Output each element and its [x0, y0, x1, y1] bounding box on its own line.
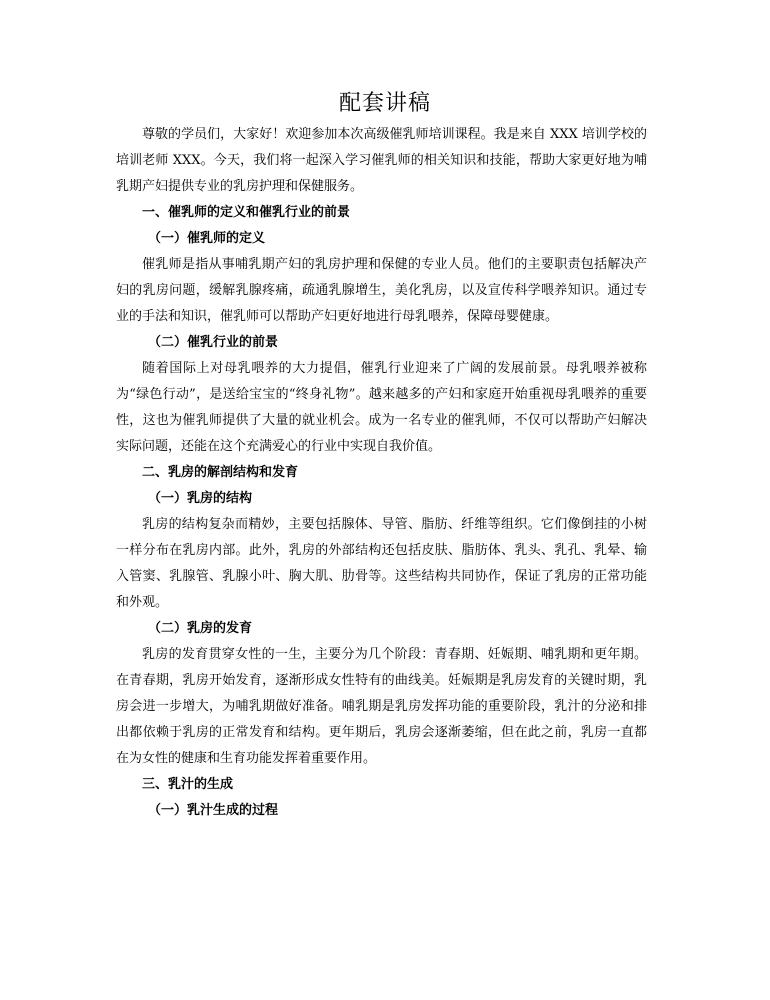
section-heading-anatomy: 二、乳房的解剖结构和发育 — [142, 465, 299, 480]
document-body — [116, 122, 647, 824]
subsection-heading-milk-process: （一）乳汁生成的过程 — [148, 803, 279, 818]
paragraph-structure: 乳房的结构复杂而精妙，主要包括腺体、导管、脂肪、纤维等组织。它们像倒挂的小树一样分布在乳房内部。此外，乳房的外部结构还包括皮肤、脂肪体、乳头、乳孔、乳晕、输入管窦、乳腺管、乳腺小叶、胸大肌、肋骨等。这些结构共同协作，保证了乳房的正常功能和外观。 — [116, 517, 647, 610]
page-title: 配套讲稿 — [338, 91, 431, 116]
intro-paragraph: 尊敬的学员们，大家好！欢迎参加本次高级催乳师培训课程。我是来自 XXX 培训学校的培训老师 XXX。今天，我们将一起深入学习催乳师的相关知识和技能，帮助大家更好地为哺乳期产妇提供专业的乳房护理和保健服务。 — [116, 127, 647, 194]
subsection-heading-definition: （一）催乳师的定义 — [148, 231, 266, 246]
subsection-heading-structure: （一）乳房的结构 — [148, 491, 253, 506]
subsection-heading-prospects: （二）催乳行业的前景 — [148, 335, 279, 350]
paragraph-prospects: 随着国际上对母乳喂养的大力提倡，催乳行业迎来了广阔的发展前景。母乳喂养被称为“绿色行动”，是送给宝宝的“终身礼物”。越来越多的产妇和家庭开始重视母乳喂养的重要性，这也为催乳师提供了大量的就业机会。成为一名专业的催乳师，不仅可以帮助产妇解决实际问题，还能在这个充满爱心的行业中实现自我价值。 — [116, 361, 647, 454]
paragraph-definition: 催乳师是指从事哺乳期产妇的乳房护理和保健的专业人员。他们的主要职责包括解决产妇的乳房问题，缓解乳腺疼痛，疏通乳腺增生，美化乳房，以及宣传科学喂养知识。通过专业的手法和知识，催乳师可以帮助产妇更好地进行母乳喂养，保障母婴健康。 — [116, 257, 647, 324]
paragraph-development: 乳房的发育贯穿女性的一生，主要分为几个阶段：青春期、妊娠期、哺乳期和更年期。在青春期，乳房开始发育，逐渐形成女性特有的曲线美。妊娠期是乳房发育的关键时期，乳房会进一步增大，为哺乳期做好准备。哺乳期是乳房发挥功能的重要阶段，乳汁的分泌和排出都依赖于乳房的正常发育和结构。更年期后，乳房会逐渐萎缩，但在此之前，乳房一直都在为女性的健康和生育功能发挥着重要作用。 — [116, 647, 647, 766]
section-heading-milk-production: 三、乳汁的生成 — [142, 777, 234, 792]
section-heading-definition-prospects: 一、催乳师的定义和催乳行业的前景 — [142, 205, 351, 220]
subsection-heading-development: （二）乳房的发育 — [148, 621, 253, 636]
